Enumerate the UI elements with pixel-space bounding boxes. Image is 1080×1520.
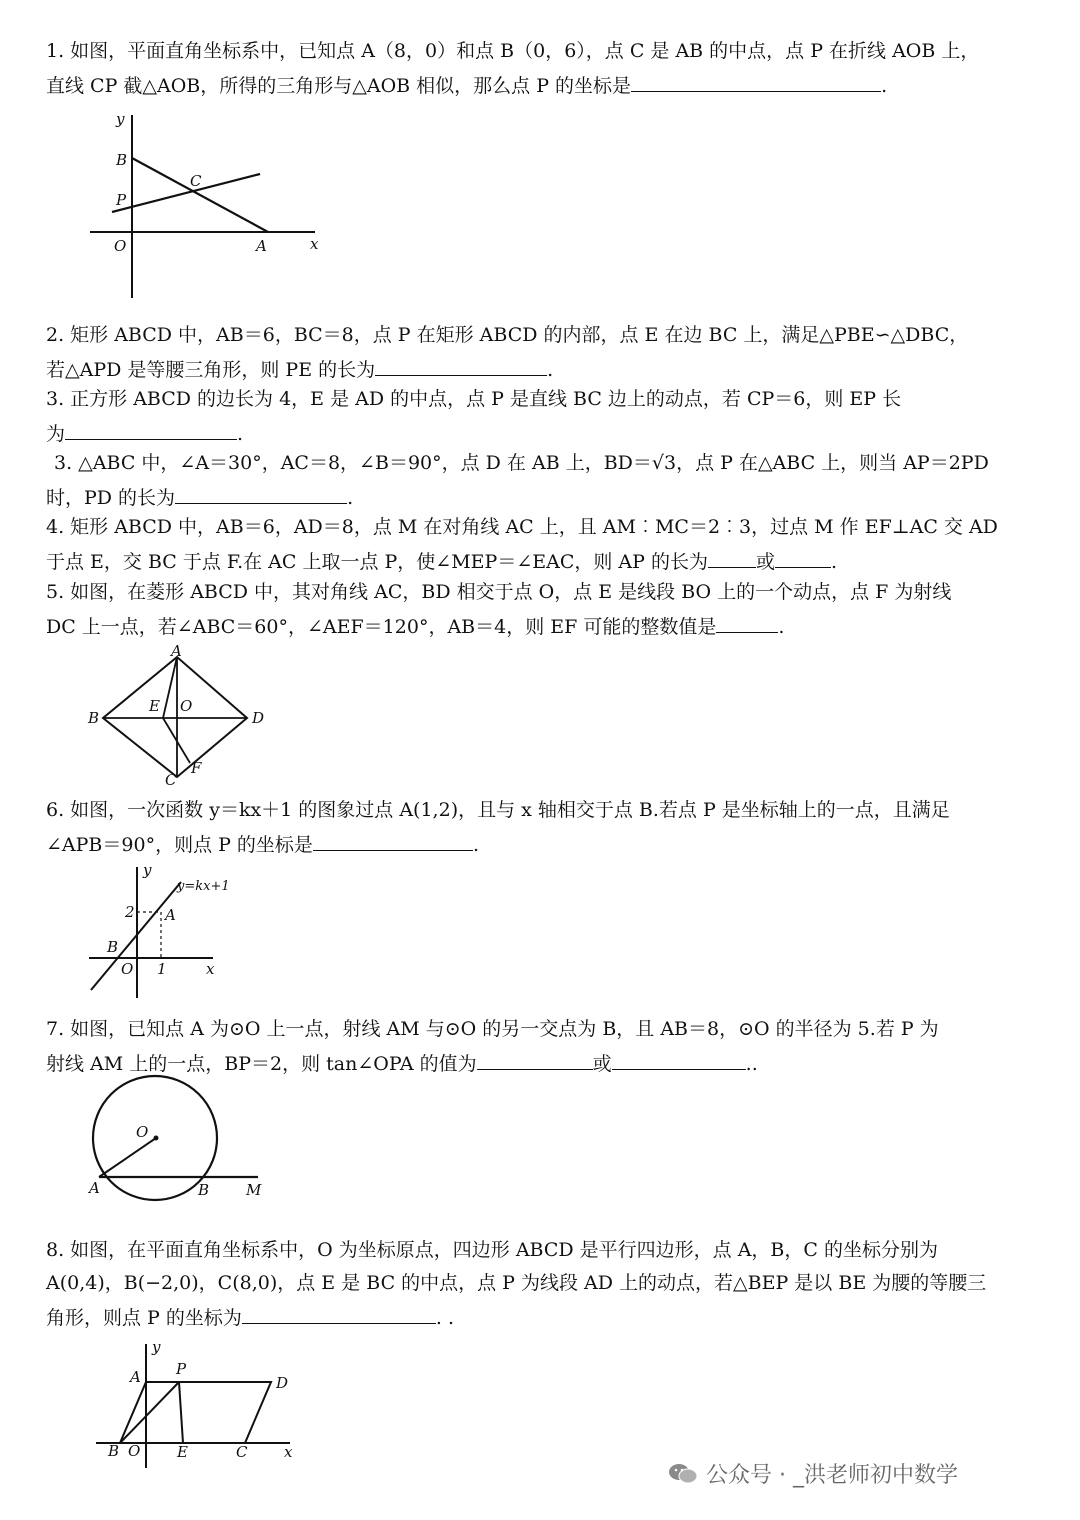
problem-3b-line-2: 时，PD 的长为 . (46, 483, 353, 511)
label-p: P (176, 1360, 187, 1378)
label-x: x (284, 1443, 293, 1461)
problem-8-text: 角形，则点 P 的坐标为 (46, 1307, 242, 1329)
problem-1-line-2: 直线 CP 截△AOB，所得的三角形与△AOB 相似，那么点 P 的坐标是 . (46, 71, 887, 99)
problem-5-text: DC 上一点，若∠ABC＝60°，∠AEF＝120°，AB＝4，则 EF 可能的整数值是 (46, 616, 717, 638)
label-d: D (252, 709, 265, 727)
figure-7 (80, 1075, 280, 1205)
label-c: C (236, 1443, 248, 1461)
segment-pe (179, 1382, 183, 1443)
label-e: E (177, 1443, 188, 1461)
problem-6-text: ∠APB＝90°，则点 P 的坐标是 (46, 834, 313, 856)
figure-8 (90, 1340, 310, 1472)
figure-1 (80, 110, 330, 305)
center-point (154, 1136, 159, 1141)
parallelogram-abcd (120, 1382, 271, 1443)
answer-blank-5[interactable] (716, 612, 778, 633)
label-function: y=kx+1 (177, 879, 230, 894)
problem-7-or: 或 (592, 1053, 612, 1075)
label-o: O (180, 697, 193, 715)
problem-7-line-1: 7. 如图，已知点 A 为⊙O 上一点，射线 AM 与⊙O 的另一交点为 B，且 AB＝8，⊙O 的半径为 5.若 P 为 (46, 1018, 939, 1040)
label-d: D (276, 1374, 289, 1392)
label-m: M (246, 1181, 262, 1199)
problem-8-line-3: 角形，则点 P 的坐标为 . . (46, 1303, 454, 1331)
answer-blank-3b[interactable] (175, 483, 347, 504)
answer-blank-4a[interactable] (708, 547, 756, 568)
segment-bp (120, 1382, 179, 1443)
label-c: C (165, 771, 177, 789)
answer-blank-2[interactable] (375, 355, 547, 376)
label-a: A (256, 237, 267, 255)
label-b: B (108, 1442, 120, 1460)
problem-4-line-2: 于点 E，交 BC 于点 F.在 AC 上取一点 P，使∠MEP＝∠EAC，则 AP 的长为 或 . (46, 547, 837, 575)
problem-5-line-2: DC 上一点，若∠ABC＝60°，∠AEF＝120°，AB＝4，则 EF 可能的整数值是 . (46, 612, 784, 640)
label-2: 2 (125, 903, 135, 921)
answer-blank-6[interactable] (313, 830, 473, 851)
problem-3a-text: 为 (46, 423, 66, 445)
problem-1-text: 直线 CP 截△AOB，所得的三角形与△AOB 相似，那么点 P 的坐标是 (46, 75, 632, 97)
label-b: B (198, 1181, 210, 1199)
label-b: B (116, 151, 128, 169)
label-p: P (116, 191, 127, 209)
label-x: x (206, 960, 215, 978)
label-f: F (191, 759, 202, 777)
problem-6-line-2: ∠APB＝90°，则点 P 的坐标是 . (46, 830, 479, 858)
label-a: A (89, 1179, 100, 1197)
label-o: O (136, 1123, 149, 1141)
problem-8-line-2: A(0,4)，B(−2,0)，C(8,0)，点 E 是 BC 的中点，点 P 为线段 AD 上的动点，若△BEP 是以 BE 为腰的等腰三 (46, 1272, 987, 1294)
label-a: A (165, 906, 176, 924)
problem-3a-line-2: 为 . (46, 419, 243, 447)
label-e: E (149, 697, 160, 715)
problem-7-line-2: 射线 AM 上的一点，BP＝2，则 tan∠OPA 的值为 或 .. (46, 1049, 758, 1077)
problem-2-line-1: 2. 矩形 ABCD 中，AB＝6，BC＝8，点 P 在矩形 ABCD 的内部，点 E 在边 BC 上，满足△PBE∽△DBC， (46, 324, 969, 346)
problem-4-text: 于点 E，交 BC 于点 F.在 AC 上取一点 P，使∠MEP＝∠EAC，则 AP 的长为 (46, 551, 708, 573)
problem-6-line-1: 6. 如图，一次函数 y＝kx＋1 的图象过点 A(1,2)，且与 x 轴相交于点 B.若点 P 是坐标轴上的一点，且满足 (46, 799, 950, 821)
watermark (668, 1458, 958, 1489)
answer-blank-3a[interactable] (65, 419, 237, 440)
problem-4-or: 或 (755, 551, 775, 573)
label-x: x (310, 235, 319, 253)
problem-5-line-1: 5. 如图，在菱形 ABCD 中，其对角线 AC，BD 相交于点 O，点 E 是线段 BO 上的一个动点，点 F 为射线 (46, 581, 952, 603)
answer-blank-4b[interactable] (775, 547, 831, 568)
problem-4-line-1: 4. 矩形 ABCD 中，AB＝6，AD＝8，点 M 在对角线 AC 上，且 AM︰MC＝2︰3，过点 M 作 EF⊥AC 交 AD (46, 516, 998, 538)
line-cp (112, 174, 260, 212)
label-o: O (114, 237, 127, 255)
figure-6 (85, 862, 250, 1002)
problem-7-text: 射线 AM 上的一点，BP＝2，则 tan∠OPA 的值为 (46, 1053, 477, 1075)
problem-8-line-1: 8. 如图，在平面直角坐标系中，O 为坐标原点，四边形 ABCD 是平行四边形，点 A，B，C 的坐标分别为 (46, 1239, 938, 1261)
answer-blank-7b[interactable] (612, 1049, 746, 1070)
label-c: C (190, 172, 202, 190)
label-a: A (171, 642, 182, 660)
label-b: B (88, 709, 100, 727)
label-y: y (152, 1338, 161, 1356)
label-y: y (143, 861, 152, 879)
wechat-icon (668, 1462, 698, 1486)
watermark-text: 公众号 · _洪老师初中数学 (706, 1463, 958, 1488)
label-o: O (128, 1442, 141, 1460)
answer-blank-7a[interactable] (477, 1049, 593, 1070)
segment-ab (132, 158, 268, 232)
problem-3a-line-1: 3. 正方形 ABCD 的边长为 4，E 是 AD 的中点，点 P 是直线 BC 边上的动点，若 CP＝6，则 EP 长 (46, 388, 902, 410)
radius-oa (99, 1138, 156, 1177)
problem-3b-line-1: 3. △ABC 中，∠A＝30°，AC＝8，∠B＝90°，点 D 在 AB 上，BD＝√3，点 P 在△ABC 上，则当 AP＝2PD (54, 452, 989, 474)
label-1: 1 (157, 960, 167, 978)
problem-3b-text: 时，PD 的长为 (46, 487, 176, 509)
label-y: y (116, 110, 125, 128)
problem-2-line-2: 若△APD 是等腰三角形，则 PE 的长为 . (46, 355, 553, 383)
label-a: A (130, 1368, 141, 1386)
label-o: O (121, 960, 134, 978)
rhombus (103, 657, 247, 777)
answer-blank-1[interactable] (631, 71, 881, 92)
problem-1-line-1: 1. 如图，平面直角坐标系中，已知点 A（8，0）和点 B（0，6），点 C 是 AB 的中点，点 P 在折线 AOB 上， (46, 40, 980, 62)
answer-blank-8[interactable] (242, 1303, 436, 1324)
problem-2-text: 若△APD 是等腰三角形，则 PE 的长为 (46, 359, 376, 381)
label-b: B (107, 938, 119, 956)
figure-5 (85, 642, 275, 790)
